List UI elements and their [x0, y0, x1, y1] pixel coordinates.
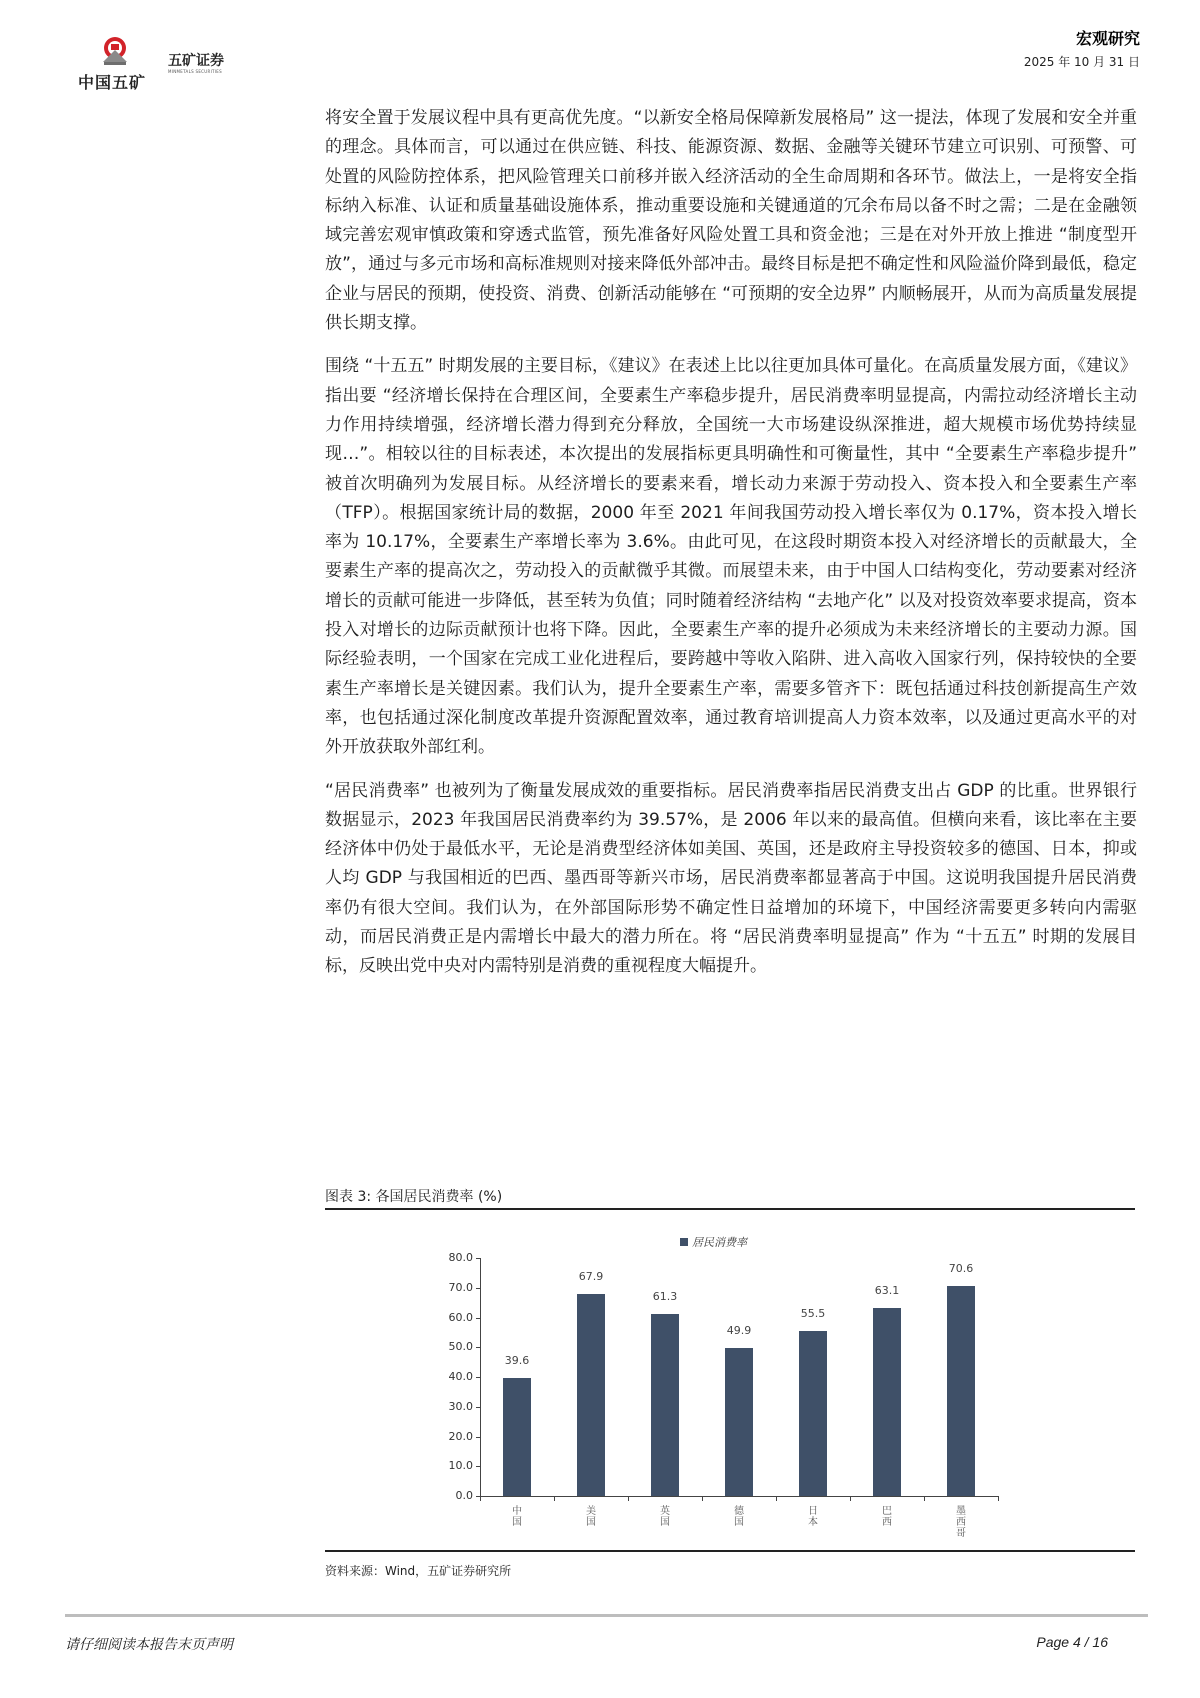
report-section: 宏观研究 [1075, 29, 1140, 48]
x-category-label: 巴西 [882, 1506, 892, 1528]
y-tick-label: 80.0 [448, 1251, 473, 1264]
x-tick [850, 1496, 851, 1501]
x-tick [480, 1496, 481, 1501]
footer-disclaimer: 请仔细阅读本报告末页声明 [65, 1637, 233, 1653]
y-tick [476, 1377, 480, 1378]
bar-5 [873, 1308, 901, 1496]
page-number: Page 4 / 16 [1036, 1634, 1108, 1650]
y-tick [476, 1318, 480, 1319]
y-tick-label: 40.0 [448, 1370, 473, 1383]
bar-1 [577, 1294, 605, 1496]
y-tick [476, 1258, 480, 1259]
y-tick [476, 1466, 480, 1467]
bar-2 [651, 1314, 679, 1496]
figure-top-rule [325, 1208, 1135, 1210]
bar-4 [799, 1331, 827, 1496]
y-tick-label: 60.0 [448, 1310, 473, 1324]
x-category-label: 英国 [660, 1506, 670, 1528]
paragraph: “居民消费率” 也被列为了衡量发展成效的重要指标。居民消费率指居民消费支出占 GDP 的比重。世界银行数据显示，2023 年我国居民消费率约为 39.57%，是 2006 年以来的最高值。但横向来看，该比率在主要经济体中仍处于最低水平，无论是消费型经济体如美国、英国，还是政府主导投资较多的德国、日本，抑或人均 GDP 与我国相近的巴西、墨西哥等新兴市场，居民消费率都显著高于中国。这说明我国提升居民消费率仍有很大空间。我们认为，在外部国际形势不确定性日益增加的环境下，中国经济需要更多转向内需驱动，而居民消费正是内需增长中最大的潜力所在。将 “居民消费率明显提高” 作为 “十五五” 时期的发展目标，反映出党中央对内需特别是消费的重视程度大幅提升。 [325, 780, 1137, 977]
bar-value-label: 49.9 [726, 1323, 752, 1337]
x-axis [480, 1496, 998, 1497]
y-axis [480, 1258, 481, 1496]
x-category-label: 日本 [808, 1506, 818, 1528]
logo-parent-name: 中国五矿 [78, 73, 147, 92]
y-tick-label: 0.0 [455, 1489, 473, 1502]
bar-value-label: 70.6 [948, 1261, 974, 1275]
x-tick [554, 1496, 555, 1501]
x-tick [628, 1496, 629, 1501]
y-tick [476, 1347, 480, 1348]
figure-source: 资料来源：Wind，五矿证券研究所 [325, 1564, 512, 1578]
x-category-label: 德国 [734, 1506, 744, 1528]
logo-brand-name: 五矿证券 [168, 53, 224, 69]
company-logo [78, 36, 238, 96]
bar-3 [725, 1348, 753, 1496]
bar-value-label: 61.3 [652, 1289, 678, 1303]
y-tick-label: 30.0 [448, 1399, 473, 1413]
y-tick [476, 1437, 480, 1438]
y-tick [476, 1288, 480, 1289]
x-tick [702, 1496, 703, 1501]
x-tick [776, 1496, 777, 1501]
y-tick-label: 20.0 [448, 1429, 473, 1443]
y-tick [476, 1407, 480, 1408]
legend-label: 居民消费率 [692, 1236, 747, 1249]
figure-bottom-rule [325, 1550, 1135, 1552]
paragraph: 将安全置于发展议程中具有更高优先度。“以新安全格局保障新发展格局” 这一提法，体现了发展和安全并重的理念。具体而言，可以通过在供应链、科技、能源资源、数据、金融等关键环节建立可识别、可预警、可处置的风险防控体系，把风险管理关口前移并嵌入经济活动的全生命周期和各环节。做法上，一是将安全指标纳入标准、认证和质量基础设施体系，推动重要设施和关键通道的冗余布局以备不时之需；二是在金融领域完善宏观审慎政策和穿透式监管，预先准备好风险处置工具和资金池；三是在对外开放上推进 “制度型开放”，通过与多元市场和高标准规则对接来降低外部冲击。最终目标是把不确定性和风险溢价降到最低，稳定企业与居民的预期，使投资、消费、创新活动能够在 “可预期的安全边界” 内顺畅展开，从而为高质量发展提供长期支撑。 [325, 108, 1137, 334]
legend-swatch-icon [680, 1238, 688, 1246]
bar-value-label: 55.5 [800, 1306, 826, 1320]
report-date: 2025 年 10 月 31 日 [1023, 55, 1140, 69]
x-category-label: 美国 [586, 1506, 596, 1528]
y-tick-label: 50.0 [448, 1340, 473, 1354]
bar-0 [503, 1378, 531, 1496]
bar-value-label: 67.9 [578, 1269, 604, 1283]
x-tick [998, 1496, 999, 1501]
bar-6 [947, 1286, 975, 1496]
logo-brand-en: MINMETALS SECURITIES [168, 69, 222, 74]
figure-caption: 图表 3: 各国居民消费率 (%) [325, 1189, 503, 1205]
x-category-label: 墨西哥 [956, 1506, 966, 1539]
y-tick-label: 10.0 [448, 1459, 473, 1473]
bar-value-label: 63.1 [874, 1284, 900, 1298]
paragraph: 围绕 “十五五” 时期发展的主要目标，《建议》在表述上比以往更加具体可量化。在高质量发展方面，《建议》指出要 “经济增长保持在合理区间，全要素生产率稳步提升，居民消费率明显提高，内需拉动经济增长主动力作用持续增强，经济增长潜力得到充分释放，全国统一大市场建设纵深推进，超大规模市场优势持续显现…”。相较以往的目标表述，本次提出的发展指标更具明确性和可衡量性，其中 “全要素生产率稳步提升” 被首次明确列为发展目标。从经济增长的要素来看，增长动力来源于劳动投入、资本投入和全要素生产率（TFP）。根据国家统计局的数据，2000 年至 2021 年间我国劳动投入增长率仅为 0.17%，资本投入增长率为 10.17%，全要素生产率增长率为 3.6%。由此可见，在这段时期资本投入对经济增长的贡献最大，全要素生产率的提高次之，劳动投入的贡献微乎其微。而展望未来，由于中国人口结构变化，劳动要素对经济增长的贡献可能进一步降低，甚至转为负值；同时随着经济结构 “去地产化” 以及对投资效率要求提高，资本投入对增长的边际贡献预计也将下降。因此，全要素生产率的提升必须成为未来经济增长的主要动力源。国际经验表明，一个国家在完成工业化进程后，要跨越中等收入陷阱、进入高收入国家行列，保持较快的全要素生产率增长是关键因素。我们认为，提升全要素生产率，需要多管齐下：既包括通过科技创新提高生产效率，也包括通过深化制度改革提升资源配置效率，通过教育培训提高人力资本效率，以及通过更高水平的对外开放获取外部红利。 [325, 356, 1137, 758]
minmetals-emblem-icon [100, 36, 130, 66]
footer-rule [65, 1614, 1148, 1617]
x-tick [924, 1496, 925, 1501]
bar-value-label: 39.6 [504, 1354, 530, 1368]
report-body [325, 104, 1137, 982]
x-category-label: 中国 [512, 1506, 522, 1528]
consumption-rate-bar-chart [325, 1212, 1135, 1548]
y-tick-label: 70.0 [448, 1280, 473, 1294]
chart-legend [680, 1234, 747, 1250]
report-header [1024, 28, 1140, 70]
